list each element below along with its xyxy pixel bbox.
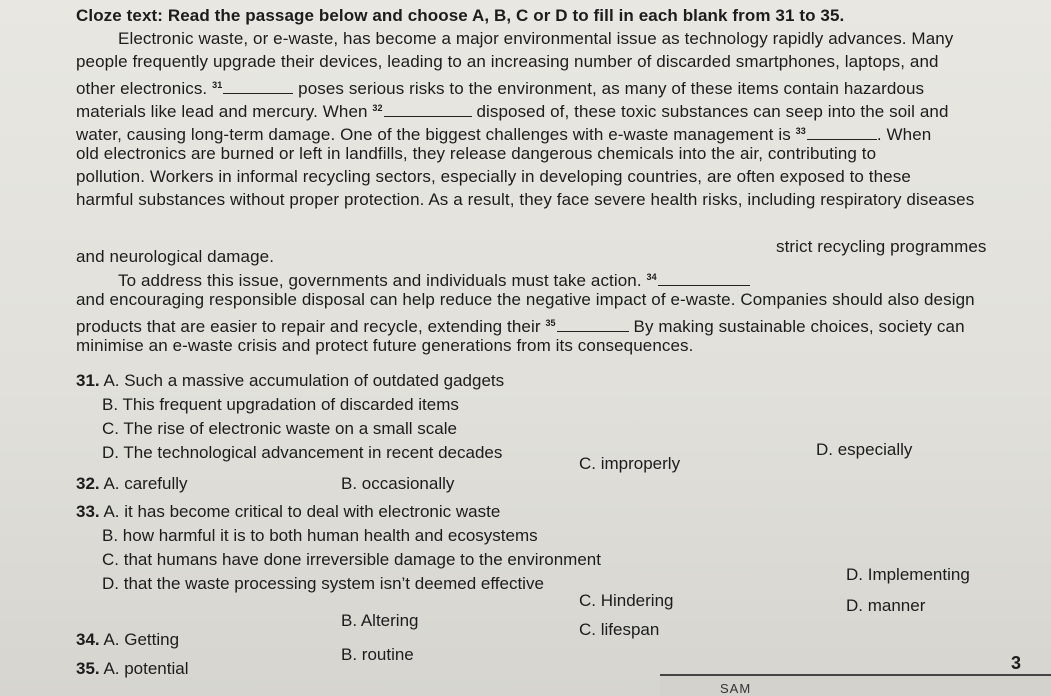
option-a[interactable]: A. potential — [103, 659, 189, 678]
blank-number: 31 — [212, 80, 223, 90]
option-d[interactable]: D. that the waste processing system isn’t deemed effective — [102, 574, 544, 593]
blank-35 — [557, 317, 629, 332]
option-a[interactable]: A. it has become critical to deal with electronic waste — [103, 502, 501, 521]
option-d[interactable]: D. manner — [846, 596, 926, 615]
passage-line: Electronic waste, or e-waste, has become a major environmental issue as technology rapidly advances. Many — [118, 29, 954, 48]
option-d[interactable]: D. The technological advancement in recent decades — [102, 443, 503, 462]
question-number: 34. — [76, 630, 100, 649]
option-b[interactable]: B. routine — [341, 645, 414, 664]
option-c[interactable]: C. that humans have done irreversible damage to the environment — [102, 550, 601, 569]
option-b[interactable]: B. Altering — [341, 611, 419, 630]
passage-line — [76, 121, 931, 145]
blank-number: 33 — [795, 126, 806, 136]
page-number: 3 — [1010, 653, 1021, 673]
passage-line — [76, 75, 924, 99]
blank-34 — [658, 271, 750, 286]
option-b[interactable]: B. how harmful it is to both human health and ecosystems — [102, 526, 538, 545]
question-number: 35. — [76, 659, 100, 678]
option-c[interactable]: C. The rise of electronic waste on a small scale — [102, 419, 457, 438]
option-a[interactable]: A. carefully — [103, 474, 188, 493]
passage-line — [118, 267, 750, 291]
option-b[interactable]: B. occasionally — [341, 474, 455, 493]
option-c[interactable]: C. improperly — [579, 454, 681, 473]
question-number: 31. — [76, 371, 100, 390]
option-d[interactable]: D. especially — [816, 440, 913, 459]
passage-text: products that are easier to repair and recycle, extending their — [76, 317, 541, 336]
blank-number: 32 — [372, 103, 383, 113]
passage-text: disposed of, these toxic substances can seep into the soil and — [476, 102, 949, 121]
passage-text: By making sustainable choices, society can — [633, 317, 965, 336]
passage-line: harmful substances without proper protection. As a result, they face severe health risks, including respiratory diseases — [76, 190, 975, 209]
passage-line: and encouraging responsible disposal can help reduce the negative impact of e-waste. Companies should also design — [76, 290, 975, 309]
blank-number: 34 — [646, 272, 657, 282]
passage-line — [76, 98, 949, 122]
option-a[interactable]: A. Such a massive accumulation of outdated gadgets — [103, 371, 505, 390]
option-b[interactable]: B. This frequent upgradation of discarded items — [102, 395, 459, 414]
passage-text: poses serious risks to the environment, as many of these items contain hazardous — [298, 79, 925, 98]
passage-line: and neurological damage. — [76, 247, 275, 266]
passage-line: pollution. Workers in informal recycling sectors, especially in developing countries, are often exposed to these — [76, 167, 911, 186]
question-31 — [76, 371, 504, 391]
passage-line — [76, 313, 965, 337]
option-a[interactable]: A. Getting — [103, 630, 180, 649]
footer-strip — [660, 674, 1051, 696]
passage-text: materials like lead and mercury. When — [76, 102, 368, 121]
cloze-instruction-title: Cloze text: Read the passage below and choose A, B, C or D to fill in each blank from 31 to 35. — [76, 6, 845, 25]
question-number: 32. — [76, 474, 100, 493]
question-33 — [76, 502, 500, 522]
question-number: 33. — [76, 502, 100, 521]
passage-line: strict recycling programmes — [776, 237, 987, 256]
passage-text: . When — [876, 125, 932, 144]
passage-text: water, causing long-term damage. One of the biggest challenges with e-waste management is — [76, 125, 791, 144]
blank-31 — [223, 79, 293, 94]
option-c[interactable]: C. lifespan — [579, 620, 660, 639]
option-d[interactable]: D. Implementing — [846, 565, 970, 584]
passage-text: other electronics. — [76, 79, 208, 98]
blank-33 — [807, 125, 877, 140]
option-c[interactable]: C. Hindering — [579, 591, 674, 610]
question-34 — [76, 630, 179, 650]
blank-32 — [384, 102, 472, 117]
question-35 — [76, 659, 189, 679]
passage-line: people frequently upgrade their devices, leading to an increasing number of discarded smartphones, laptops, and — [76, 52, 939, 71]
footer-label: SAM — [720, 681, 752, 696]
question-32 — [76, 474, 188, 494]
passage-line: old electronics are burned or left in landfills, they release dangerous chemicals into the air, contributing to — [76, 144, 877, 163]
blank-number: 35 — [545, 318, 556, 328]
passage-text: To address this issue, governments and individuals must take action. — [118, 271, 642, 290]
passage-line: minimise an e-waste crisis and protect future generations from its consequences. — [76, 336, 694, 355]
